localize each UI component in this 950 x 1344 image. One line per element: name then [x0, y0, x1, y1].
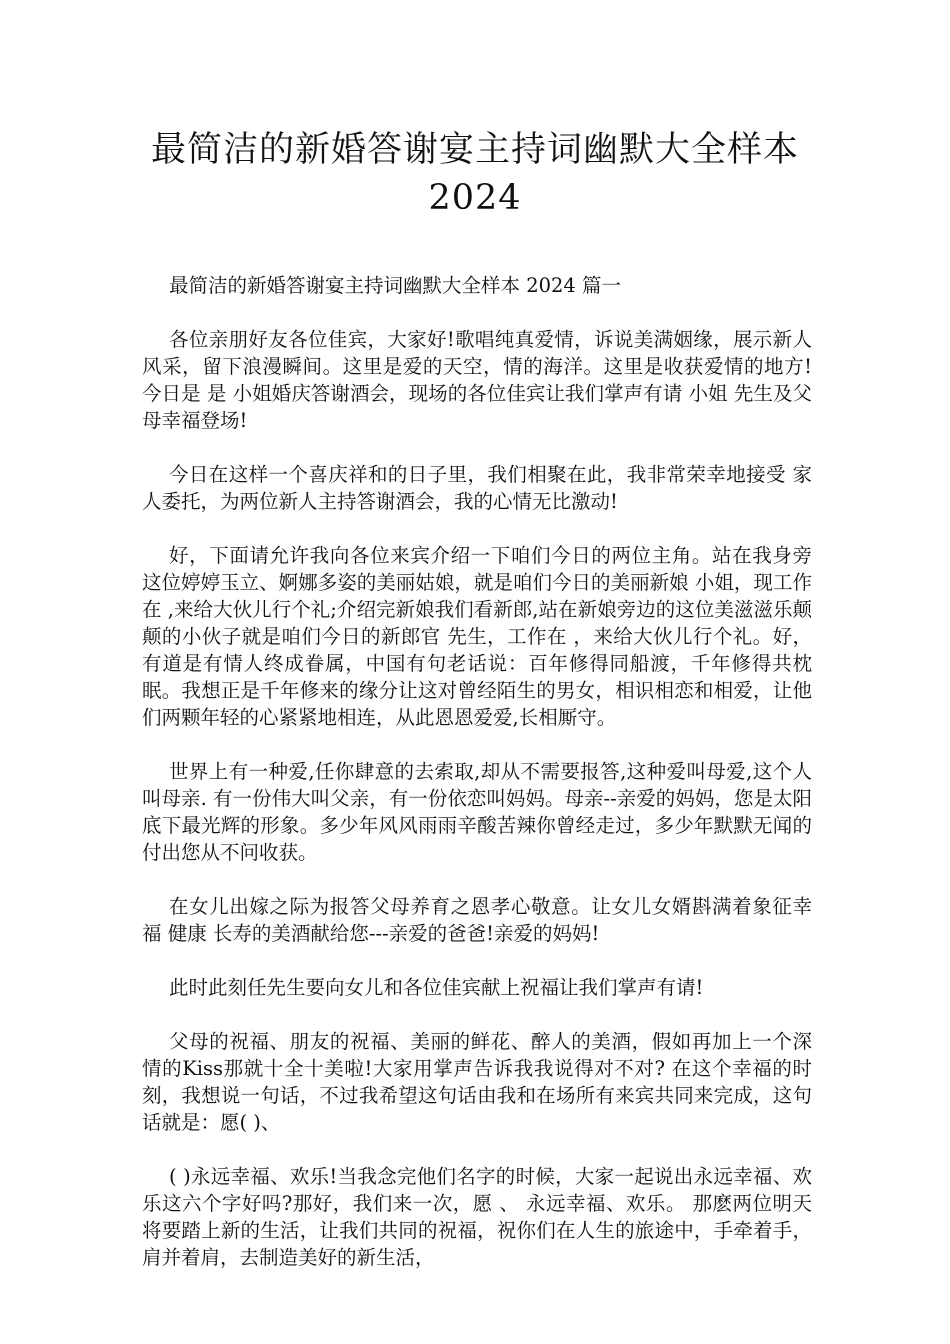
paragraph: 今日在这样一个喜庆祥和的日子里，我们相聚在此，我非常荣幸地接受 家人委托，为两位新人主持答谢酒会，我的心情无比激动! — [142, 463, 812, 513]
paragraph: 各位亲朋好友各位佳宾，大家好!歌唱纯真爱情，诉说美满姻缘，展示新人风采，留下浪漫瞬间。这里是爱的天空，情的海洋。这里是收获爱情的地方!今日是 是 小姐婚庆答谢酒会，现场的各位佳宾让我们掌声有请 小姐 先生及父母幸福登场! — [142, 328, 812, 432]
paragraph: 此时此刻任先生要向女儿和各位佳宾献上祝福让我们掌声有请! — [169, 976, 704, 999]
section-heading: 最简洁的新婚答谢宴主持词幽默大全样本 2024 篇一 — [169, 274, 622, 297]
paragraph: 在女儿出嫁之际为报答父母养育之恩孝心敬意。让女儿女婿斟满着象征幸福 健康 长寿的美酒献给您---亲爱的爸爸!亲爱的妈妈! — [142, 895, 812, 945]
paragraph: 世界上有一种爱,任你肆意的去索取,却从不需要报答,这种爱叫母爱,这个人叫母亲. 有一份伟大叫父亲，有一份依恋叫妈妈。母亲--亲爱的妈妈，您是太阳底下最光辉的形象。多少年风风雨雨辛酸苦辣你曾经走过，多少年默默无闻的付出您从不问收获。 — [142, 760, 812, 864]
document-title — [120, 126, 830, 222]
title-line-2: 2024 — [428, 178, 522, 218]
paragraph: ( )永远幸福、欢乐!当我念完他们名字的时候，大家一起说出永远幸福、欢乐这六个字好吗?那好，我们来一次，愿 、 永远幸福、欢乐。 那麽两位明天将要踏上新的生活，让我们共同的祝福，祝你们在人生的旅途中，手牵着手，肩并着肩，去制造美好的新生活， — [142, 1165, 812, 1269]
document-body — [142, 272, 812, 1298]
paragraph: 父母的祝福、朋友的祝福、美丽的鲜花、醉人的美酒，假如再加上一个深情的Kiss那就十全十美啦!大家用掌声告诉我我说得对不对? 在这个幸福的时刻，我想说一句话，不过我希望这句话由我和在场所有来宾共同来完成，这句话就是：愿( )、 — [142, 1030, 812, 1134]
paragraph: 好，下面请允许我向各位来宾介绍一下咱们今日的两位主角。站在我身旁这位婷婷玉立、婀娜多姿的美丽姑娘，就是咱们今日的美丽新娘 小姐，现工作在 ,来给大伙儿行个礼;介绍完新娘我们看新郎,站在新娘旁边的这位美滋滋乐颠颠的小伙子就是咱们今日的新郎官 先生，工作在 ，来给大伙儿行个礼。好，有道是有情人终成眷属，中国有句老话说：百年修得同船渡，千年修得共枕眠。我想正是千年修来的缘分让这对曾经陌生的男女，相识相恋和相爱，让他们两颗年轻的心紧紧地相连，从此恩恩爱爱,长相厮守。 — [142, 544, 812, 729]
title-line-1: 最简洁的新婚答谢宴主持词幽默大全样本 — [150, 130, 799, 170]
